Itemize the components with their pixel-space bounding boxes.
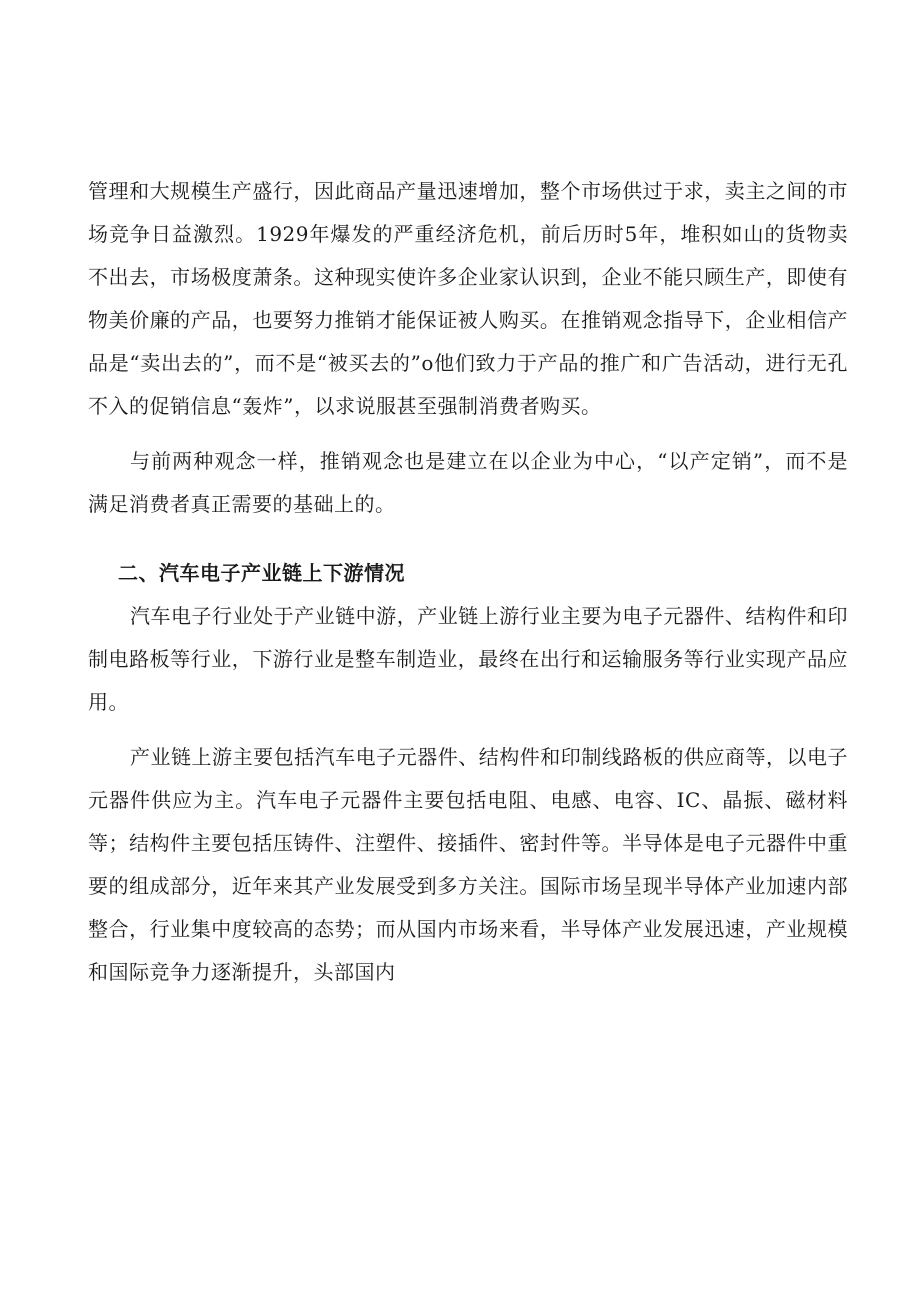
paragraph-selling-concept-history: 管理和大规模生产盛行，因此商品产量迅速增加，整个市场供过于求，卖主之间的市场竞争日益激烈。1929年爆发的严重经济危机，前后历时5年，堆积如山的货物卖不出去，市场极度萧条。这种现实使许多企业家认识到，企业不能只顾生产，即使有物美价廉的产品，也要努力推销才能保证被人购买。在推销观念指导下，企业相信产品是“卖出去的”，而不是“被买去的”o他们致力于产品的推广和广告活动，进行无孔不入的促销信息“轰炸”，以求说服甚至强制消费者购买。 — [88, 179, 848, 418]
section-heading-industry-chain: 二、汽车电子产业链上下游情况 — [118, 561, 405, 585]
paragraph-industry-chain-overview: 汽车电子行业处于产业链中游，产业链上游行业主要为电子元器件、结构件和印制电路板等行业，下游行业是整车制造业，最终在出行和运输服务等行业实现产品应用。 — [88, 604, 848, 714]
paragraph-upstream-components: 产业链上游主要包括汽车电子元器件、结构件和印制线路板的供应商等，以电子元器件供应为主。汽车电子元器件主要包括电阻、电感、电容、IC、晶振、磁材料等；结构件主要包括压铸件、注塑件、接插件、密封件等。半导体是电子元器件中重要的组成部分，近年来其产业发展受到多方关注。国际市场呈现半导体产业加速内部整合，行业集中度较高的态势；而从国内市场来看，半导体产业发展迅速，产业规模和国际竞争力逐渐提升，头部国内 — [88, 745, 848, 984]
paragraph-selling-concept-summary: 与前两种观念一样，推销观念也是建立在以企业为中心，“以产定销”，而不是满足消费者真正需要的基础上的。 — [88, 449, 848, 516]
document-page — [88, 170, 848, 994]
